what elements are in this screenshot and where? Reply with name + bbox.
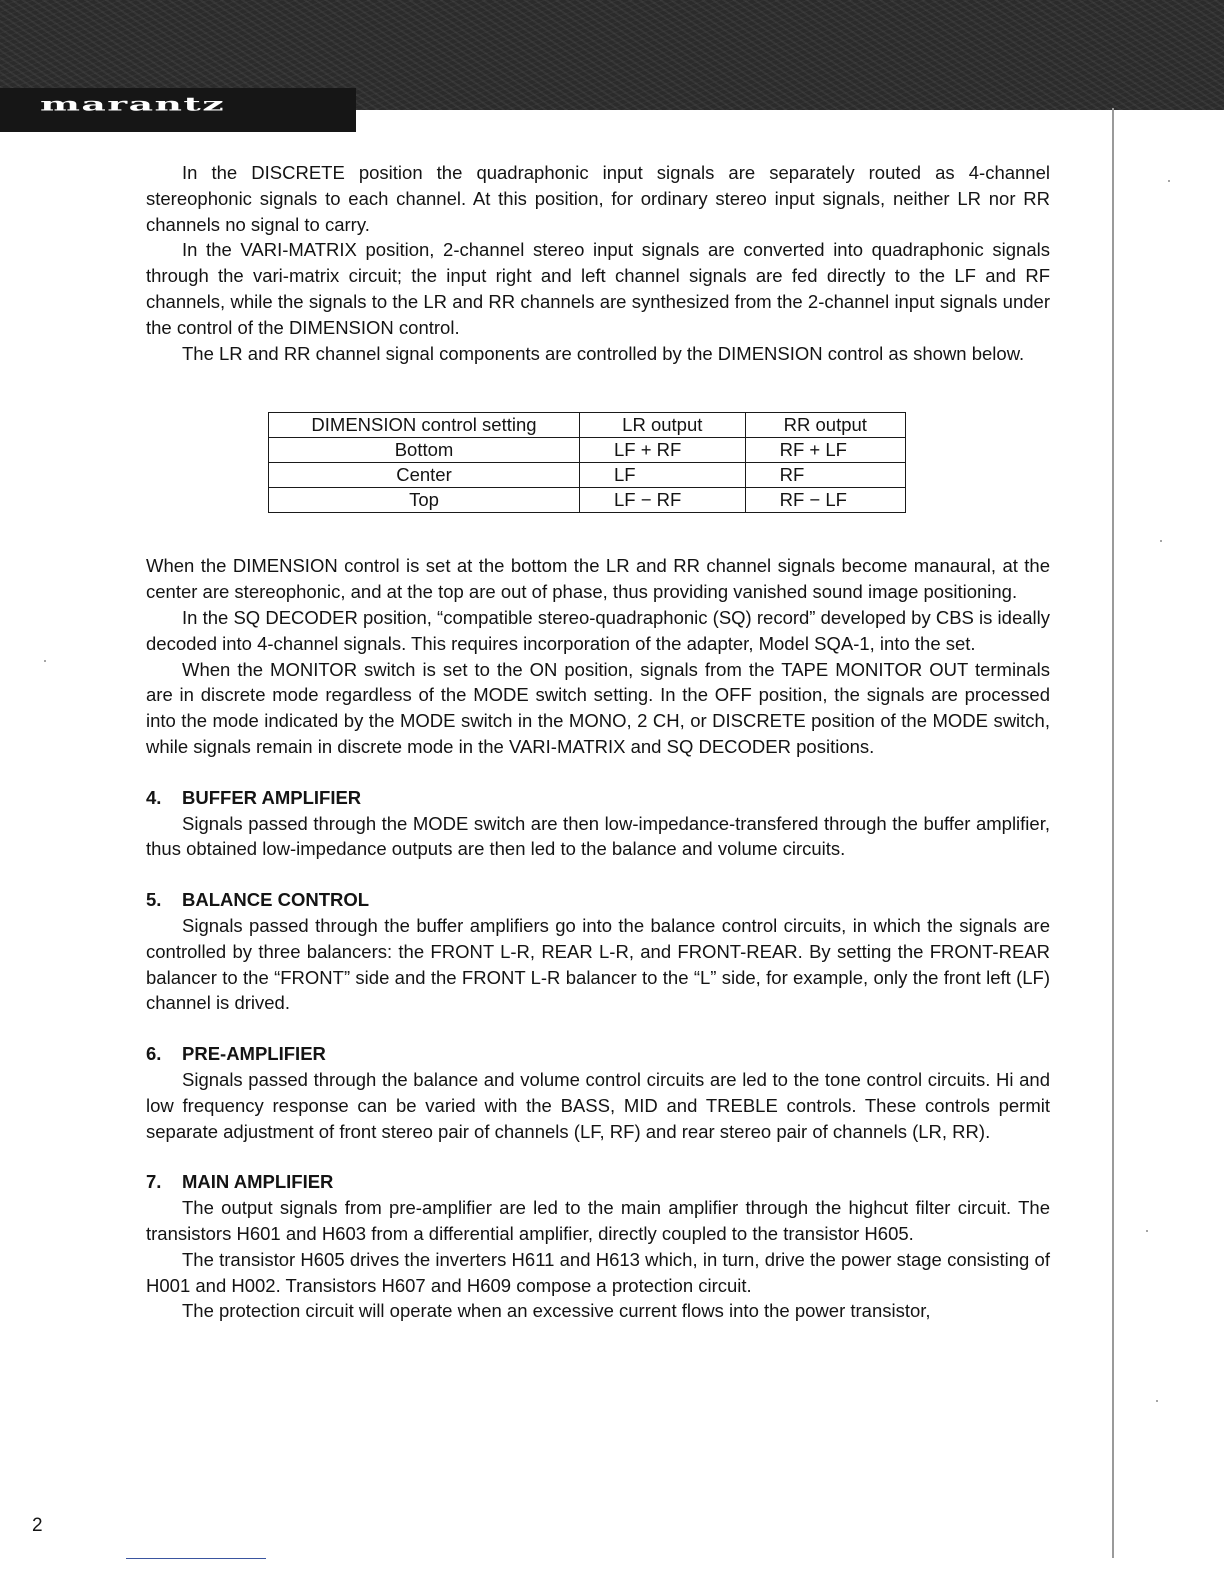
table-cell: RF	[745, 463, 905, 488]
table-cell: LF	[579, 463, 745, 488]
paragraph: The output signals from pre-amplifier are led to the main amplifier through the highcut filter circuit. The transistors H601 and H603 from a differential amplifier, directly coupled to the transistor H605.	[146, 1197, 1050, 1244]
table-cell: RF − LF	[745, 488, 905, 513]
paragraph: In the VARI-MATRIX position, 2-channel stereo input signals are converted into quadraphonic signals through the vari-matrix circuit; the input right and left channel signals are fed directly to the LF and RF channels, while the signals to the LR and RR channels are synthesized from the 2-channel input signals under the control of the DIMENSION control.	[146, 239, 1050, 338]
table-header: LR output	[579, 413, 745, 438]
section-number: 6.	[146, 1043, 162, 1065]
table-header-row	[269, 413, 906, 438]
section-number: 7.	[146, 1171, 162, 1193]
table-cell: Center	[269, 463, 580, 488]
bottom-rule	[126, 1558, 266, 1559]
table-cell: Top	[269, 488, 580, 513]
brand-logo-text: marantz	[40, 94, 226, 116]
paragraph: The transistor H605 drives the inverters H611 and H613 which, in turn, drive the power stage consisting of H001 and H002. Transistors H607 and H609 compose a protection circuit.	[146, 1248, 1050, 1296]
table-row	[269, 488, 906, 513]
scan-speck	[1168, 180, 1170, 182]
paragraph: In the DISCRETE position the quadraphonic input signals are separately routed as 4-channel stereophonic signals to each channel. At this position, for ordinary stereo input signals, neither LR nor RR channels no signal to carry.	[146, 162, 1050, 235]
page-edge-rule	[1112, 108, 1114, 1558]
section-title: BUFFER AMPLIFIER	[182, 786, 362, 808]
section-heading	[146, 1041, 1050, 1067]
table-cell: Bottom	[269, 438, 580, 463]
table-row	[269, 463, 906, 488]
section-number: 4.	[146, 786, 162, 808]
paragraph: The protection circuit will operate when an excessive current flows into the power transistor,	[182, 1300, 931, 1322]
paragraph: When the MONITOR switch is set to the ON position, signals from the TAPE MONITOR OUT terminals are in discrete mode regardless of the MODE switch setting. In the OFF position, the signals are processed into the mode indicated by the MODE switch in the MONO, 2 CH, or DISCRETE position of the MODE switch, while signals remain in discrete mode in the VARI-MATRIX and SQ DECODER positions.	[146, 658, 1050, 757]
table-cell: LF + RF	[579, 438, 745, 463]
section-heading	[146, 1169, 1050, 1195]
table-cell: LF − RF	[579, 488, 745, 513]
paragraph: In the SQ DECODER position, “compatible stereo-quadraphonic (SQ) record” developed by CBS is ideally decoded into 4-channel signals. This requires incorporation of the adapter, Model SQA-1, into the set.	[146, 606, 1050, 654]
paragraph: The LR and RR channel signal components are controlled by the DIMENSION control as shown below.	[182, 342, 1025, 364]
paragraph: When the DIMENSION control is set at the bottom the LR and RR channel signals become manaural, at the center are stereophonic, and at the top are out of phase, thus providing vanished sound image positioning.	[146, 555, 1050, 603]
paragraph: Signals passed through the MODE switch are then low-impedance-transfered through the buffer amplifier, thus obtained low-impedance outputs are then led to the balance and volume circuits.	[146, 812, 1050, 860]
paragraph: Signals passed through the buffer amplifiers go into the balance control circuits, in which the signals are controlled by three balancers: the FRONT L-R, REAR L-R, and FRONT-REAR. By setting the FRONT-REAR balancer to the “FRONT” side and the FRONT L-R balancer to the “L” side, for example, only the front left (LF) channel is drived.	[146, 914, 1050, 1014]
scan-speck	[1160, 540, 1162, 542]
table-header: RR output	[745, 413, 905, 438]
section-heading	[146, 887, 1050, 913]
table-header: DIMENSION control setting	[269, 413, 580, 438]
section-heading	[146, 785, 1050, 811]
dimension-table	[268, 412, 906, 513]
section-title: BALANCE CONTROL	[182, 889, 370, 911]
scan-speck	[44, 660, 46, 662]
page-body	[146, 160, 1050, 1324]
section-title: MAIN AMPLIFIER	[182, 1171, 334, 1193]
scan-speck	[1146, 1230, 1148, 1232]
table-row	[269, 438, 906, 463]
scan-speck	[1156, 1400, 1158, 1402]
table-cell: RF + LF	[745, 438, 905, 463]
paragraph: Signals passed through the balance and volume control circuits are led to the tone control circuits. Hi and low frequency response can be varied with the BASS, MID and TREBLE controls. These controls permit separate adjustment of front stereo pair of channels (LF, RF) and rear stereo pair of channels (LR, RR).	[146, 1068, 1050, 1142]
section-number: 5.	[146, 889, 162, 911]
section-title: PRE-AMPLIFIER	[182, 1043, 326, 1065]
page-number: 2	[32, 1515, 43, 1536]
